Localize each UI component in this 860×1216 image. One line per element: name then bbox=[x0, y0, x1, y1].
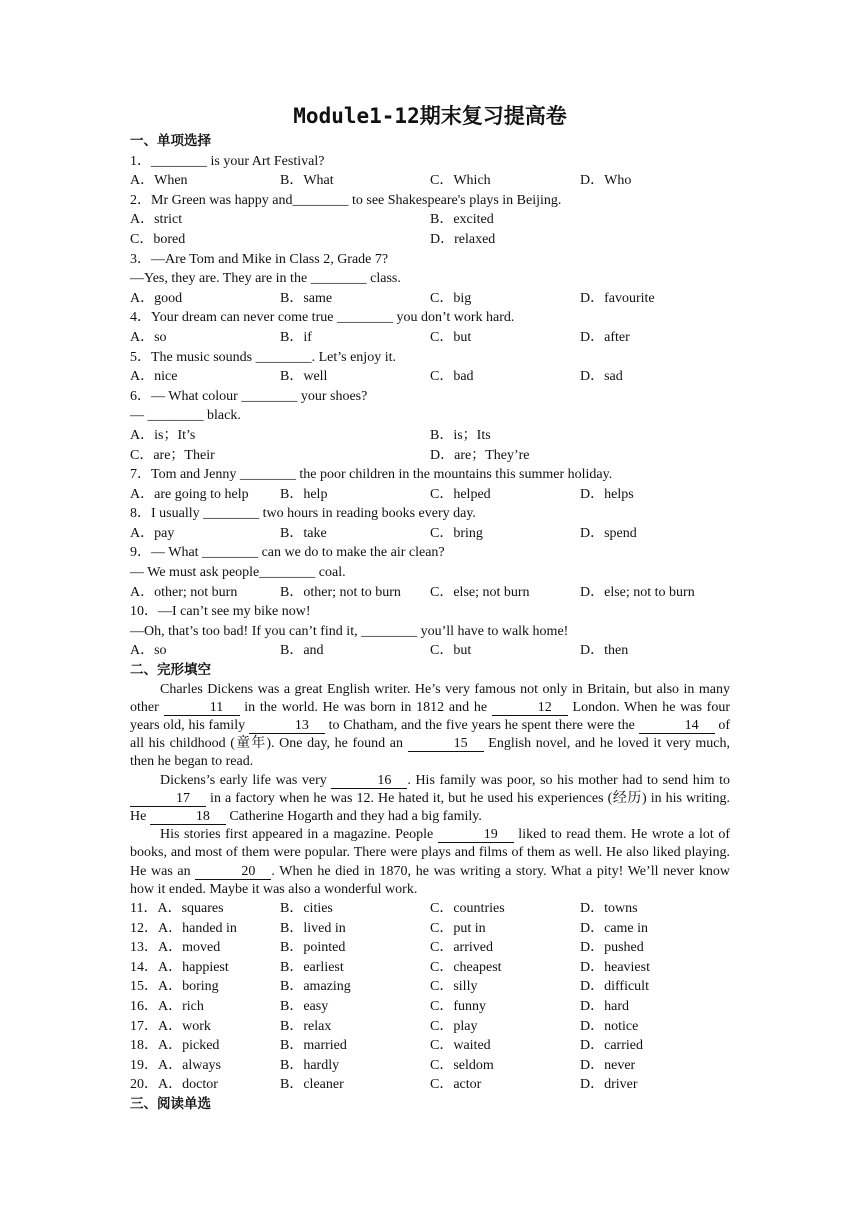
answer-option: B．well bbox=[280, 369, 328, 385]
question-stem: 2．Mr Green was happy and________ to see Shakespeare's plays in Beijing. bbox=[130, 192, 562, 208]
answer-option: C．put in bbox=[430, 920, 486, 936]
question-stem: — We must ask people________ coal. bbox=[130, 565, 346, 581]
answer-option: B．easy bbox=[280, 999, 329, 1015]
cloze-option-row bbox=[130, 919, 730, 939]
answer-option: A．When bbox=[130, 173, 188, 189]
cloze-blank: 20 bbox=[195, 865, 271, 880]
answer-option: B．earliest bbox=[280, 959, 344, 975]
section-heading-reading: 三、阅读单选 bbox=[130, 1096, 211, 1112]
answer-option: C．countries bbox=[430, 901, 505, 917]
answer-option: B．pointed bbox=[280, 940, 346, 956]
answer-option: C．but bbox=[430, 329, 472, 345]
answer-option: 11．A．squares bbox=[130, 901, 224, 917]
answer-option: C．cheapest bbox=[430, 959, 502, 975]
answer-option: A．are going to help bbox=[130, 486, 249, 502]
question-stem: —Yes, they are. They are in the ________ class. bbox=[130, 271, 401, 287]
answer-option: C．big bbox=[430, 290, 472, 306]
answer-option: C．play bbox=[430, 1018, 478, 1034]
cloze-blank: 12 bbox=[492, 701, 568, 716]
answer-option: D．driver bbox=[580, 1077, 638, 1093]
answer-option: 20．A．doctor bbox=[130, 1077, 218, 1093]
cloze-option-row bbox=[130, 997, 730, 1017]
cloze-blank: 14 bbox=[639, 719, 715, 734]
answer-option: B．help bbox=[280, 486, 328, 502]
answer-option: C．waited bbox=[430, 1038, 491, 1054]
answer-option: 12．A．handed in bbox=[130, 920, 237, 936]
option-row bbox=[130, 641, 730, 661]
option-row bbox=[130, 583, 730, 603]
answer-option: D．spend bbox=[580, 525, 637, 541]
answer-option: D．pushed bbox=[580, 940, 644, 956]
answer-option: D．helps bbox=[580, 486, 634, 502]
option-row bbox=[130, 328, 730, 348]
answer-option: C．bring bbox=[430, 525, 483, 541]
worksheet-page bbox=[130, 100, 730, 1115]
answer-option: D．carried bbox=[580, 1038, 643, 1054]
answer-option: D．Who bbox=[580, 173, 632, 189]
option-row bbox=[130, 426, 730, 446]
cloze-option-row bbox=[130, 958, 730, 978]
option-row bbox=[130, 289, 730, 309]
question-stem: 1．________ is your Art Festival? bbox=[130, 153, 325, 169]
cloze-option-row bbox=[130, 899, 730, 919]
option-row bbox=[130, 230, 730, 250]
answer-option: C．seldom bbox=[430, 1057, 494, 1073]
question-stem: 10．—I can’t see my bike now! bbox=[130, 604, 311, 620]
section-heading-single-choice: 一、单项选择 bbox=[130, 133, 211, 149]
question-stem: — ________ black. bbox=[130, 408, 241, 424]
answer-option: C．bad bbox=[430, 369, 474, 385]
answer-option: 18．A．picked bbox=[130, 1038, 220, 1054]
answer-option: 17．A．work bbox=[130, 1018, 211, 1034]
answer-option: B．married bbox=[280, 1038, 347, 1054]
answer-option: C．funny bbox=[430, 999, 486, 1015]
option-row bbox=[130, 524, 730, 544]
answer-option: 14．A．happiest bbox=[130, 959, 229, 975]
cloze-paragraph: Dickens’s early life was very 16 . His family was poor, so his mother had to send him to 17 in a factory when he was 12. He hated it, but he used his experiences (经历) in his writing. He 18 Catherine Hogarth and they had a big family. bbox=[130, 772, 731, 825]
answer-option: C．but bbox=[430, 643, 472, 659]
answer-option: B．if bbox=[280, 329, 312, 345]
answer-option: B．is；Its bbox=[430, 427, 491, 443]
answer-option: C．bored bbox=[130, 231, 186, 247]
option-row bbox=[130, 367, 730, 387]
answer-option: D．favourite bbox=[580, 290, 655, 306]
answer-option: D．are；They’re bbox=[430, 447, 530, 463]
cloze-blank: 16 bbox=[331, 774, 407, 789]
answer-option: C．silly bbox=[430, 979, 478, 995]
answer-option: D．then bbox=[580, 643, 629, 659]
cloze-option-row bbox=[130, 1056, 730, 1076]
answer-option: D．hard bbox=[580, 999, 629, 1015]
question-stem: —Oh, that’s too bad! If you can’t find it, ________ you’ll have to walk home! bbox=[130, 623, 569, 639]
cloze-blank: 19 bbox=[438, 828, 514, 843]
answer-option: C．are；Their bbox=[130, 447, 215, 463]
answer-option: A．strict bbox=[130, 212, 183, 228]
answer-option: A．is；It’s bbox=[130, 427, 196, 443]
answer-option: B．What bbox=[280, 173, 334, 189]
answer-option: C．actor bbox=[430, 1077, 482, 1093]
cloze-blank: 13 bbox=[249, 719, 325, 734]
cloze-blank: 11 bbox=[164, 701, 240, 716]
answer-option: A．so bbox=[130, 329, 167, 345]
cloze-option-row bbox=[130, 1017, 730, 1037]
answer-option: B．cities bbox=[280, 901, 333, 917]
option-row bbox=[130, 485, 730, 505]
cloze-option-row bbox=[130, 1075, 730, 1095]
answer-option: D．else; not to burn bbox=[580, 584, 695, 600]
answer-option: D．towns bbox=[580, 901, 638, 917]
answer-option: A．pay bbox=[130, 525, 175, 541]
answer-option: D．difficult bbox=[580, 979, 649, 995]
question-stem: 9．— What ________ can we do to make the air clean? bbox=[130, 545, 445, 561]
answer-option: A．good bbox=[130, 290, 183, 306]
answer-option: B．same bbox=[280, 290, 333, 306]
question-stem: 4．Your dream can never come true ________ you don’t work hard. bbox=[130, 310, 515, 326]
cloze-blank: 15 bbox=[408, 737, 484, 752]
answer-option: 19．A．always bbox=[130, 1057, 221, 1073]
question-stem: 6．— What colour ________ your shoes? bbox=[130, 388, 368, 404]
answer-option: D．sad bbox=[580, 369, 623, 385]
answer-option: D．came in bbox=[580, 920, 649, 936]
answer-option: B．relax bbox=[280, 1018, 332, 1034]
question-stem: 8．I usually ________ two hours in reading books every day. bbox=[130, 506, 476, 522]
answer-option: C．Which bbox=[430, 173, 491, 189]
cloze-paragraph: Charles Dickens was a great English writer. He’s very famous not only in Britain, but also in many other 11 in the world. He was born in 1812 and he 12 London. When he was four years old, his family 13 to Chatham, and the five years he spent there were the 14 of all his childhood (童年). One day, he found an 15 English novel, and he loved it very much, then he began to read. bbox=[130, 681, 730, 770]
option-row bbox=[130, 171, 730, 191]
answer-option: 15．A．boring bbox=[130, 979, 219, 995]
answer-option: B．and bbox=[280, 643, 324, 659]
question-stem: 7．Tom and Jenny ________ the poor children in the mountains this summer holiday. bbox=[130, 467, 613, 483]
page-title: Module1-12期末复习提高卷 bbox=[293, 104, 567, 128]
answer-option: B．take bbox=[280, 525, 327, 541]
answer-option: B．other; not to burn bbox=[280, 584, 401, 600]
answer-option: B．cleaner bbox=[280, 1077, 344, 1093]
cloze-option-row bbox=[130, 938, 730, 958]
cloze-blank: 18 bbox=[150, 810, 226, 825]
answer-option: A．other; not burn bbox=[130, 584, 238, 600]
answer-option: B．hardly bbox=[280, 1057, 340, 1073]
cloze-passage bbox=[130, 681, 730, 899]
answer-option: C．else; not burn bbox=[430, 584, 530, 600]
multiple-choice-list bbox=[130, 152, 730, 661]
answer-option: B．lived in bbox=[280, 920, 346, 936]
question-stem: 3．—Are Tom and Mike in Class 2, Grade 7? bbox=[130, 251, 389, 267]
answer-option: A．nice bbox=[130, 369, 178, 385]
answer-option: D．after bbox=[580, 329, 630, 345]
option-row bbox=[130, 210, 730, 230]
cloze-options-list bbox=[130, 899, 730, 1095]
answer-option: 13．A．moved bbox=[130, 940, 221, 956]
answer-option: C．arrived bbox=[430, 940, 493, 956]
answer-option: D．never bbox=[580, 1057, 636, 1073]
cloze-paragraph: His stories first appeared in a magazine. People 19 liked to read them. He wrote a lot of books, and most of them were popular. There were plays and films of them as well. He also liked playing. He was an 20 . When he died in 1870, he was writing a story. What a pity! We’ll never know how it ended. Maybe it was also a wonderful work. bbox=[130, 827, 730, 897]
cloze-option-row bbox=[130, 1036, 730, 1056]
cloze-option-row bbox=[130, 977, 730, 997]
cloze-blank: 17 bbox=[130, 792, 206, 807]
answer-option: A．so bbox=[130, 643, 167, 659]
answer-option: 16．A．rich bbox=[130, 999, 204, 1015]
answer-option: B．excited bbox=[430, 212, 494, 228]
answer-option: B．amazing bbox=[280, 979, 351, 995]
answer-option: D．relaxed bbox=[430, 231, 496, 247]
answer-option: D．heaviest bbox=[580, 959, 650, 975]
section-heading-cloze: 二、完形填空 bbox=[130, 662, 211, 679]
answer-option: D．notice bbox=[580, 1018, 639, 1034]
answer-option: C．helped bbox=[430, 486, 491, 502]
question-stem: 5．The music sounds ________. Let’s enjoy it. bbox=[130, 349, 396, 365]
option-row bbox=[130, 446, 730, 466]
